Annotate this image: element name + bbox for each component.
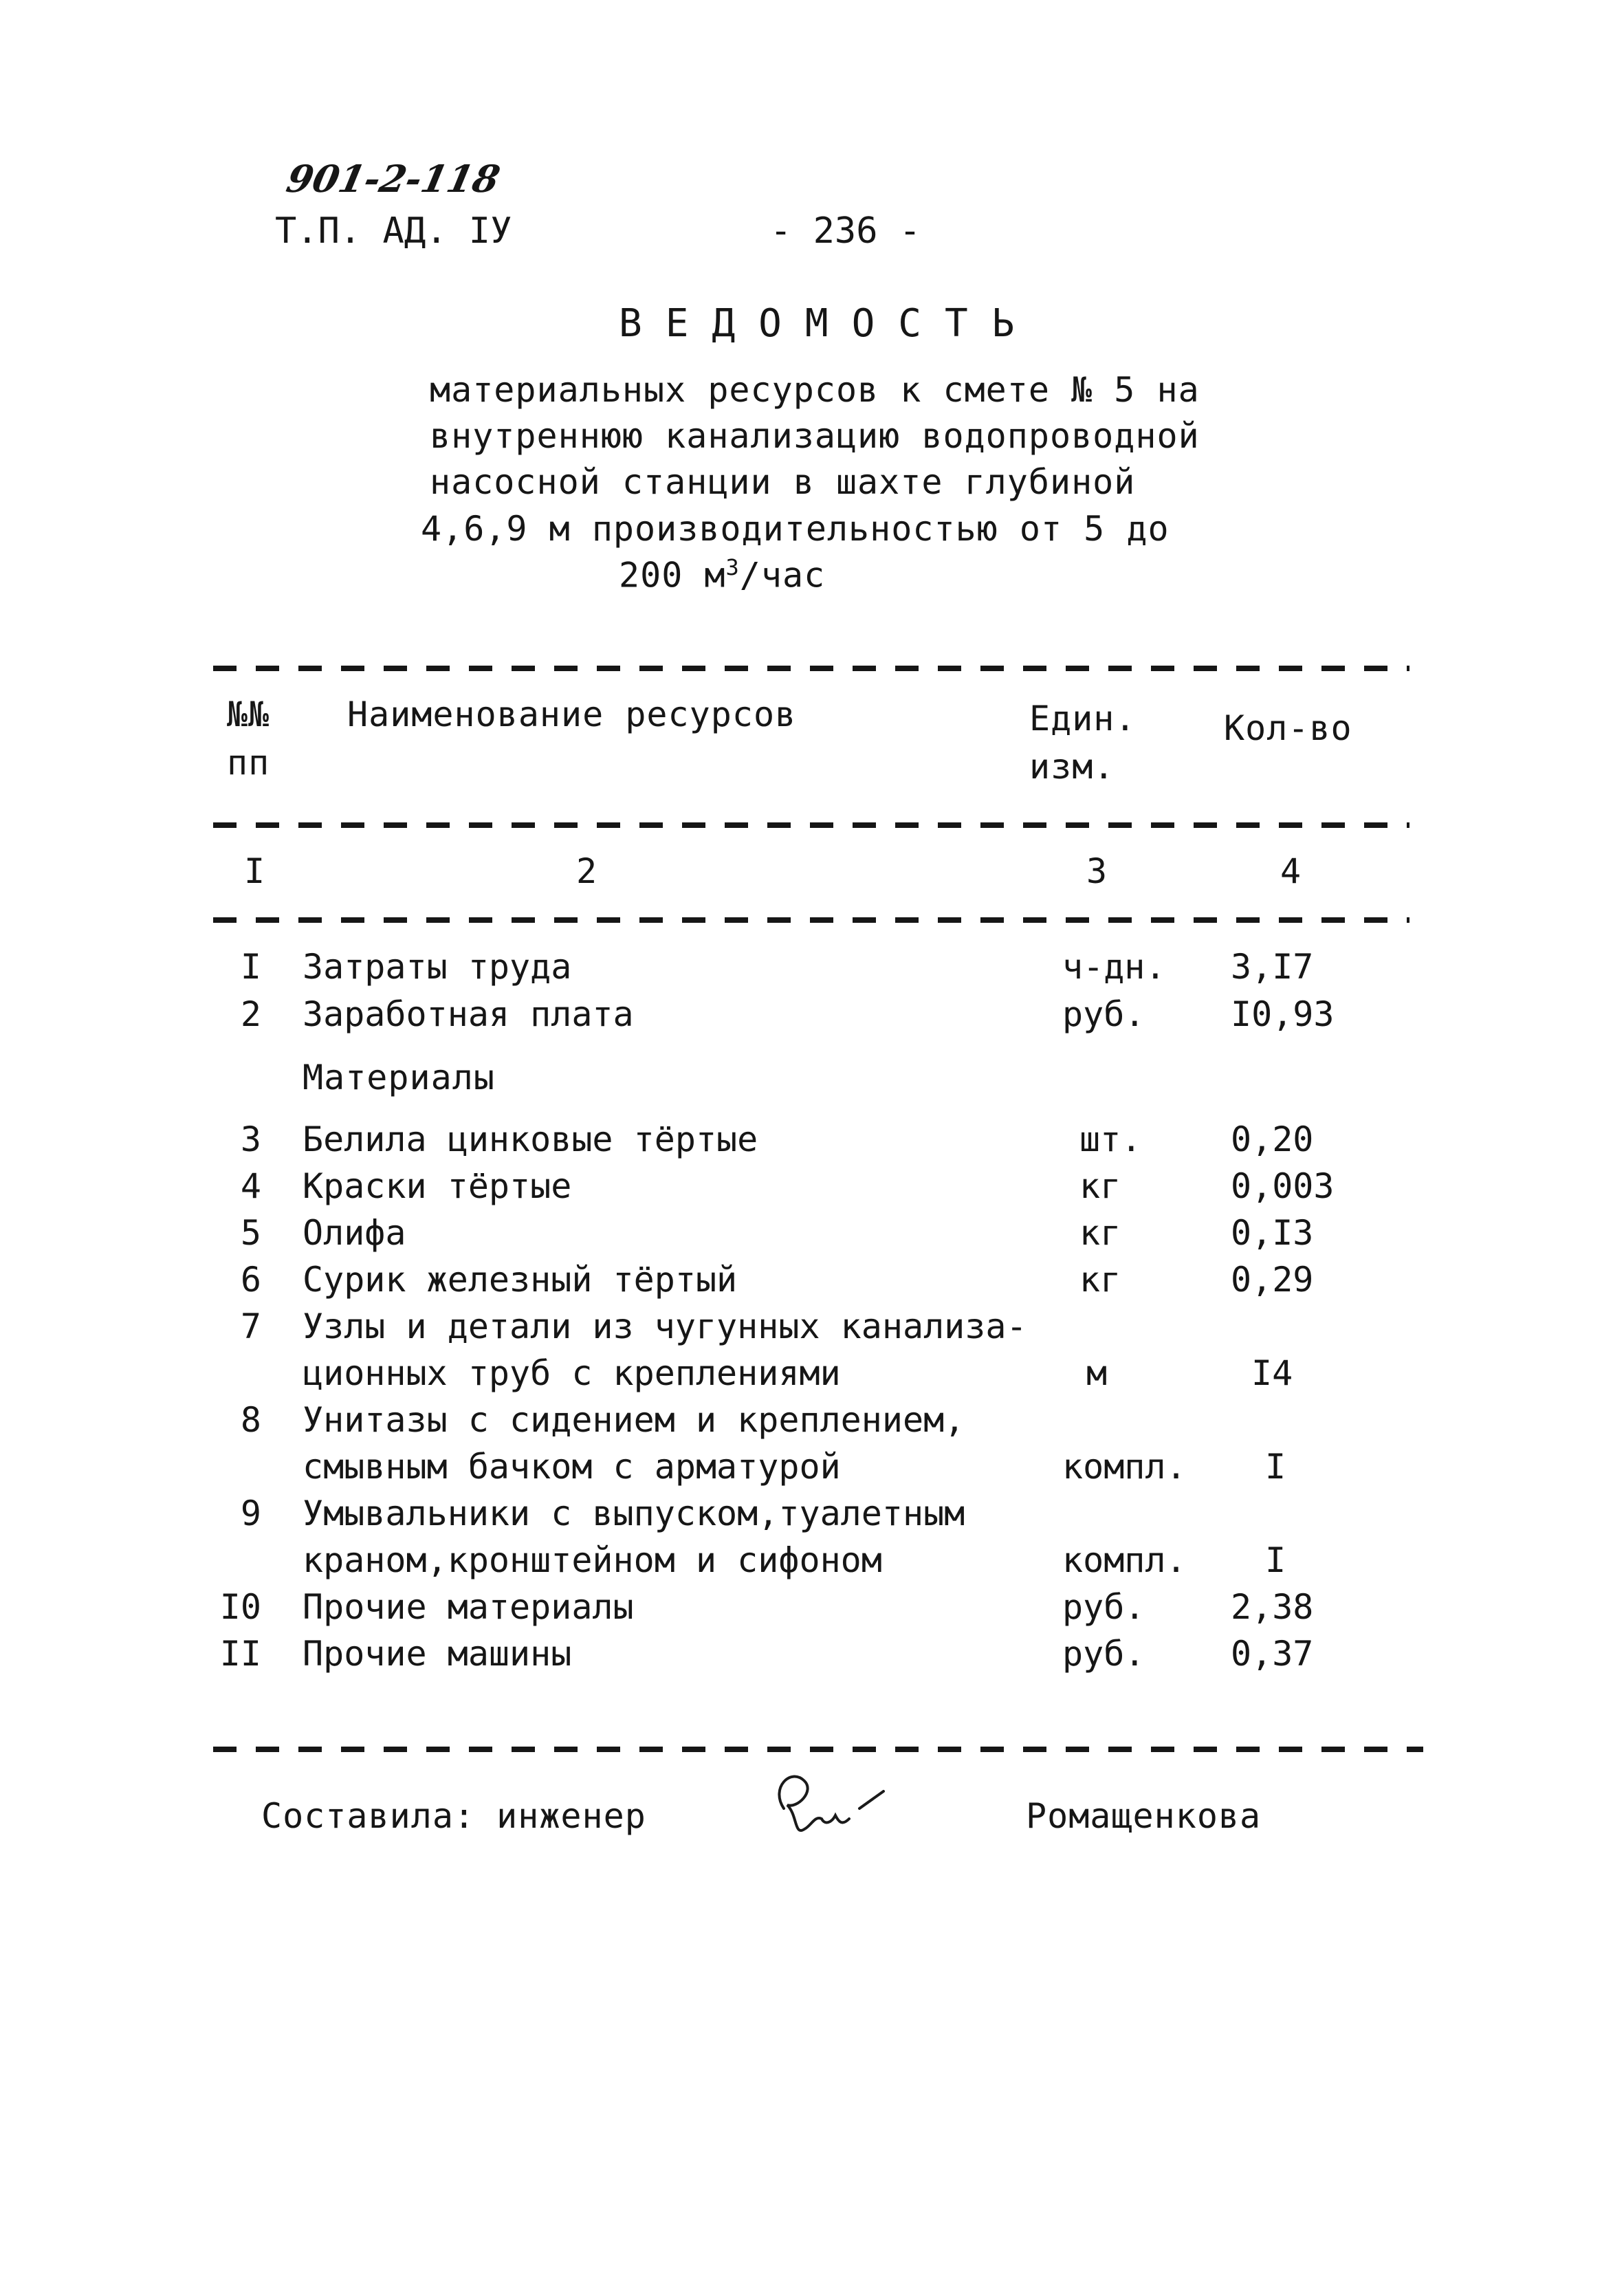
section-heading-materials: Материалы bbox=[303, 1058, 495, 1097]
row-name: Унитазы с сидением и креплением, bbox=[303, 1400, 965, 1440]
row-number: 5 bbox=[240, 1213, 261, 1253]
table-row bbox=[0, 1540, 1624, 1587]
compiled-by-label: Составила: инженер bbox=[261, 1796, 646, 1836]
header-number-line2: пп bbox=[227, 743, 270, 783]
table-row bbox=[0, 1587, 1624, 1634]
row-unit: руб. bbox=[1062, 1634, 1145, 1674]
row-name: Краски тёртые bbox=[303, 1166, 572, 1206]
row-number: 3 bbox=[240, 1119, 261, 1159]
header-quantity: Кол-во bbox=[1224, 708, 1352, 748]
table-top-rule bbox=[213, 666, 1409, 671]
document-title: ВЕДОМОСТЬ bbox=[619, 301, 1038, 346]
row-name: ционных труб с креплениями bbox=[303, 1353, 841, 1393]
row-name: Сурик железный тёртый bbox=[303, 1260, 738, 1300]
column-number-1: I bbox=[244, 851, 266, 891]
table-row bbox=[0, 1494, 1624, 1540]
table-row bbox=[0, 1119, 1624, 1166]
page-number: - 236 - bbox=[770, 210, 921, 252]
table-row bbox=[0, 947, 1624, 994]
row-number: 9 bbox=[240, 1494, 261, 1533]
row-unit: кг bbox=[1079, 1166, 1121, 1206]
column-number-3: 3 bbox=[1086, 851, 1108, 891]
table-bottom-rule bbox=[213, 1747, 1423, 1752]
signer-name: Ромащенкова bbox=[1026, 1796, 1262, 1836]
subtitle-line: материальных ресурсов к смете № 5 на bbox=[430, 370, 1200, 410]
table-row bbox=[0, 1307, 1624, 1353]
row-quantity: I bbox=[1265, 1540, 1286, 1580]
subtitle-line: 4,6,9 м производительностью от 5 до bbox=[421, 509, 1170, 549]
subtitle-line: насосной станции в шахте глубиной bbox=[430, 462, 1136, 502]
row-unit: компл. bbox=[1062, 1447, 1187, 1487]
row-name: Прочие материалы bbox=[303, 1587, 634, 1627]
row-name: Затраты труда bbox=[303, 947, 572, 987]
document-reference: Т.П. АД. IУ bbox=[275, 210, 512, 252]
handwritten-document-code: 901-2-118 bbox=[283, 157, 504, 201]
row-number: II bbox=[219, 1634, 261, 1674]
row-quantity: 0,20 bbox=[1231, 1119, 1314, 1159]
signature-image bbox=[756, 1760, 914, 1857]
header-number-line1: №№ bbox=[227, 695, 270, 734]
row-quantity: 0,37 bbox=[1231, 1634, 1314, 1674]
header-unit-line1: Един. bbox=[1029, 699, 1137, 739]
row-quantity: 2,38 bbox=[1231, 1587, 1314, 1627]
table-row bbox=[0, 1213, 1624, 1260]
row-number: 8 bbox=[240, 1400, 261, 1440]
row-number: 6 bbox=[240, 1260, 261, 1300]
row-number: 7 bbox=[240, 1307, 261, 1346]
table-row bbox=[0, 1260, 1624, 1307]
row-unit: руб. bbox=[1062, 1587, 1145, 1627]
header-unit-line2: изм. bbox=[1029, 747, 1115, 787]
row-unit: кг bbox=[1079, 1213, 1121, 1253]
row-name: краном,кронштейном и сифоном bbox=[303, 1540, 882, 1580]
table-row bbox=[0, 1400, 1624, 1447]
row-unit: руб. bbox=[1062, 994, 1145, 1034]
header-rule bbox=[213, 822, 1409, 828]
subtitle-line: внутреннюю канализацию водопроводной bbox=[430, 416, 1200, 456]
row-quantity: 0,003 bbox=[1231, 1166, 1335, 1206]
row-quantity: 0,I3 bbox=[1231, 1213, 1314, 1253]
column-number-4: 4 bbox=[1280, 851, 1302, 891]
row-quantity: I bbox=[1265, 1447, 1286, 1487]
table-row bbox=[0, 1447, 1624, 1494]
row-quantity: 0,29 bbox=[1231, 1260, 1314, 1300]
row-unit: компл. bbox=[1062, 1540, 1187, 1580]
row-name: Заработная плата bbox=[303, 994, 634, 1034]
row-name: Олифа bbox=[303, 1213, 406, 1253]
row-unit: ч-дн. bbox=[1062, 947, 1166, 987]
row-number: 4 bbox=[240, 1166, 261, 1206]
row-name: Умывальники с выпуском,туалетным bbox=[303, 1494, 965, 1533]
column-number-2: 2 bbox=[576, 851, 598, 891]
row-number: I bbox=[240, 947, 261, 987]
row-name: Белила цинковые тёртые bbox=[303, 1119, 758, 1159]
row-number: 2 bbox=[240, 994, 261, 1034]
row-number: I0 bbox=[219, 1587, 261, 1627]
table-row bbox=[0, 1634, 1624, 1681]
table-row bbox=[0, 994, 1624, 1041]
table-row bbox=[0, 1166, 1624, 1213]
row-name: Прочие машины bbox=[303, 1634, 572, 1674]
column-numbers-rule bbox=[213, 917, 1409, 923]
header-name: Наименование ресурсов bbox=[347, 695, 797, 734]
row-unit: м bbox=[1086, 1353, 1108, 1393]
row-name: смывным бачком с арматурой bbox=[303, 1447, 841, 1487]
row-quantity: 3,I7 bbox=[1231, 947, 1314, 987]
subtitle-capacity: 200 $м^3$/час bbox=[619, 554, 826, 595]
row-quantity: I4 bbox=[1251, 1353, 1293, 1393]
row-name: Узлы и детали из чугунных канализа- bbox=[303, 1307, 1027, 1346]
table-row bbox=[0, 1353, 1624, 1400]
row-quantity: I0,93 bbox=[1231, 994, 1335, 1034]
row-unit: кг bbox=[1079, 1260, 1121, 1300]
row-unit: шт. bbox=[1079, 1119, 1142, 1159]
